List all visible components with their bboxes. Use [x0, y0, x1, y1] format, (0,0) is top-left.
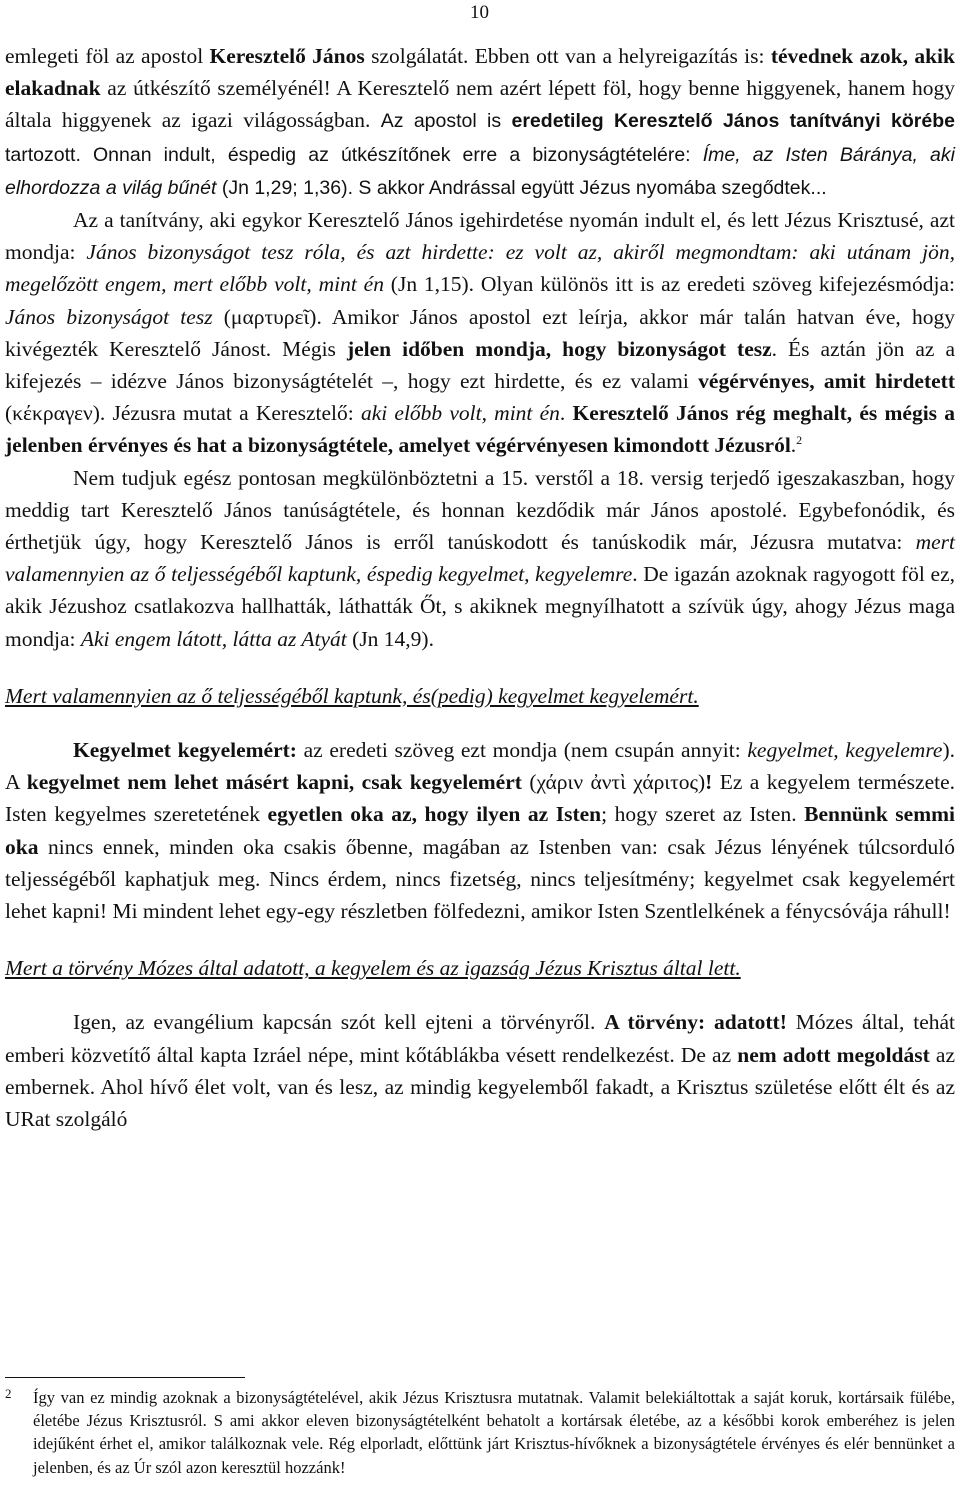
sans-run: (Jn 1,29; 1,36). S akkor Andrással együtt Jézus nyomába szegődtek...	[216, 176, 827, 199]
paragraph-3	[5, 462, 955, 655]
text-run: .	[790, 433, 797, 458]
footnote-mark: 2	[5, 1386, 12, 1401]
sans-bold-run: eredetileg Keresztelő János tanítványi körébe	[511, 110, 955, 133]
text-run: Ez a kegyelem természete. Isten kegyelmes szeretetének	[5, 770, 956, 827]
footnote-separator	[5, 1377, 245, 1378]
sans-run: Az apostol is	[380, 110, 512, 133]
spacer	[5, 984, 955, 1006]
text-run: . És aztán jön az a kifejezés – idézve János bizonyságtételét –, hogy ezt hirdette, és ez valami	[5, 336, 956, 394]
italic-run: mert valamennyien az ő teljességéből kaptunk, éspedig kegyelmet, kegyelemre	[5, 530, 955, 587]
text-run: az eredeti szöveg ezt mondja (nem csupán annyit:	[296, 738, 748, 763]
spacer	[5, 712, 955, 734]
text-run: szolgálatát. Ebben ott van a helyreigazítás is:	[364, 44, 771, 68]
body-text	[5, 40, 955, 1135]
bold-run: nem adott megoldást	[737, 1042, 930, 1067]
spacer	[5, 927, 955, 952]
italic-run: aki előbb volt, mint én	[360, 401, 560, 426]
text-run: Az a tanítvány, aki egykor Keresztelő János igehirdetése nyomán indult el, és lett Jézus Krisztusé, azt mondja:	[5, 208, 955, 265]
footnote	[5, 1386, 955, 1479]
text-run: (Jn 14,9).	[346, 626, 434, 651]
text-run: (χάριν ἀντὶ χάριτος)	[521, 770, 706, 795]
scripture-quote-2: Mert a törvény Mózes által adatott, a kegyelem és az igazság Jézus Krisztus által lett.	[5, 956, 741, 981]
bold-run: Bennünk semmi oka	[5, 802, 956, 859]
text-run: . De igazán azoknak ragyogott föl ez, akik Jézushoz csatlakozva hallhatták, láthatták Őt, s akiknek megnyílhatott a szívük úgy, ahogy Jézus maga mondja:	[5, 562, 955, 651]
text-run: Mózes által, tehát emberi közvetítő által kapta Izráel népe, mint kőtáblákba vésett rendelkezést. De az	[5, 1010, 955, 1067]
footnote-text: Így van ez mindig azoknak a bizonyságtételével, akik Jézus Krisztusra mutatnak. Valamit belekiáltottak a saját koruk, kortársaik fülébe, életébe Jézus Krisztusról. S ami akkor eleven bizonyságtételként behatolt a kortársak életébe, az a későbbi korok emberéhez is jelen idejűként érhet el, amikor találkoznak vele. Rég elporladt, előttünk járt Krisztus-hívőknek a bizonyságtétele érvényes és elér bennünket a jelenben, és az Úr szól azon keresztül hozzánk!	[33, 1388, 955, 1477]
italic-run: kegyelmet, kegyelemre	[747, 738, 943, 763]
page-number: 10	[470, 2, 489, 23]
text-run: ; hogy szeret az Isten.	[601, 802, 805, 827]
bold-run: Keresztelő János rég meghalt, és mégis a jelenben érvényes és hat a bizonyságtétele, amelyet végérvényesen kimondott Jézusról	[5, 401, 955, 458]
paragraph-1	[5, 40, 955, 204]
spacer	[5, 655, 955, 680]
bold-run: A törvény: adatott!	[604, 1010, 787, 1035]
text-run: (Jn 1,15). Olyan különös itt is az eredeti szöveg kifejezésmódja:	[383, 272, 955, 297]
paragraph-5	[5, 1006, 955, 1135]
text-run: ). A	[5, 738, 955, 795]
italic-run: Aki engem látott, látta az Atyát	[80, 626, 347, 651]
paragraph-2	[5, 204, 955, 462]
bold-run: Keresztelő János	[209, 44, 365, 68]
text-run: .	[559, 401, 573, 426]
text-run: nincs ennek, minden oka csakis őbenne, magában az Istenben van: csak Jézus lényének túlcsorduló teljességéből kaphatjuk meg. Nincs érdem, nincs fizetség, nincs teljesítmény; kegyelmet csak kegyelemért lehet kapni! Mi mindent lehet egy-egy részletben fölfedezni, amikor Isten Szentlelkének a fénycsóvája ráhull!	[5, 834, 955, 924]
text-run: emlegeti föl az apostol	[5, 44, 210, 68]
scripture-quote-1: Mert valamennyien az ő teljességéből kaptunk, és(pedig) kegyelmet kegyelemért.	[5, 683, 699, 708]
bold-run: kegyelmet nem lehet másért kapni, csak kegyelemért	[26, 770, 522, 795]
italic-run: János bizonyságot tesz róla, és azt hirdette: ez volt az, akiről megmondtam: aki utánam jön, megelőzött engem, mert előbb volt, mint én	[5, 240, 955, 297]
sans-run: tartozott. Onnan indult, éspedig az útkészítőnek erre a bizonyságtételére:	[5, 143, 703, 166]
text-run: az útkészítő személyénél! A Keresztelő nem azért lépett föl, hogy benne higgyenek, hanem hogy általa higgyenek az igazi világosságban.	[5, 76, 955, 133]
bold-run: jelen időben mondja, hogy bizonyságot tesz	[346, 336, 772, 361]
italic-run: János bizonyságot tesz	[5, 304, 213, 329]
bold-run: végérvényes, amit hirdetett	[698, 369, 955, 394]
sans-italic-run: Íme, az Isten Báránya, aki elhordozza a világ bűnét	[5, 143, 955, 199]
text-run: (κέκραγεν). Jézusra mutat a Keresztelő:	[5, 401, 361, 426]
text-run: (μαρτυρεῖ). Amikor János apostol ezt leírja, akkor már talán hatvan éve, hogy kivégezték Keresztelő Jánost. Mégis	[5, 304, 955, 361]
bold-run: !	[705, 770, 713, 795]
text-run: Nem tudjuk egész pontosan megkülönböztetni a 15. verstől a 18. versig terjedő igeszakaszban, hogy meddig tart Keresztelő János tanúságtétele, és honnan kezdődik már János apostolé. Egybefonódik, és érthetjük úgy, hogy Keresztelő János is erről tanúskodott és tanúskodik már, Jézusra mutatva:	[5, 465, 955, 555]
text-run: az embernek. Ahol hívő élet volt, van és lesz, az mindig kegyelemből fakadt, a Krisztus születése előtt élt és az URat szolgáló	[5, 1042, 955, 1132]
bold-run: Kegyelmet kegyelemért:	[73, 738, 297, 763]
bold-run: egyetlen oka az, hogy ilyen az Isten	[267, 802, 602, 827]
text-run: Igen, az evangélium kapcsán szót kell ejteni a törvényről.	[73, 1010, 605, 1035]
bold-run: tévednek azok, akik elakadnak	[5, 44, 955, 101]
paragraph-4	[5, 734, 955, 927]
footnote-reference[interactable]: 2	[796, 433, 803, 448]
